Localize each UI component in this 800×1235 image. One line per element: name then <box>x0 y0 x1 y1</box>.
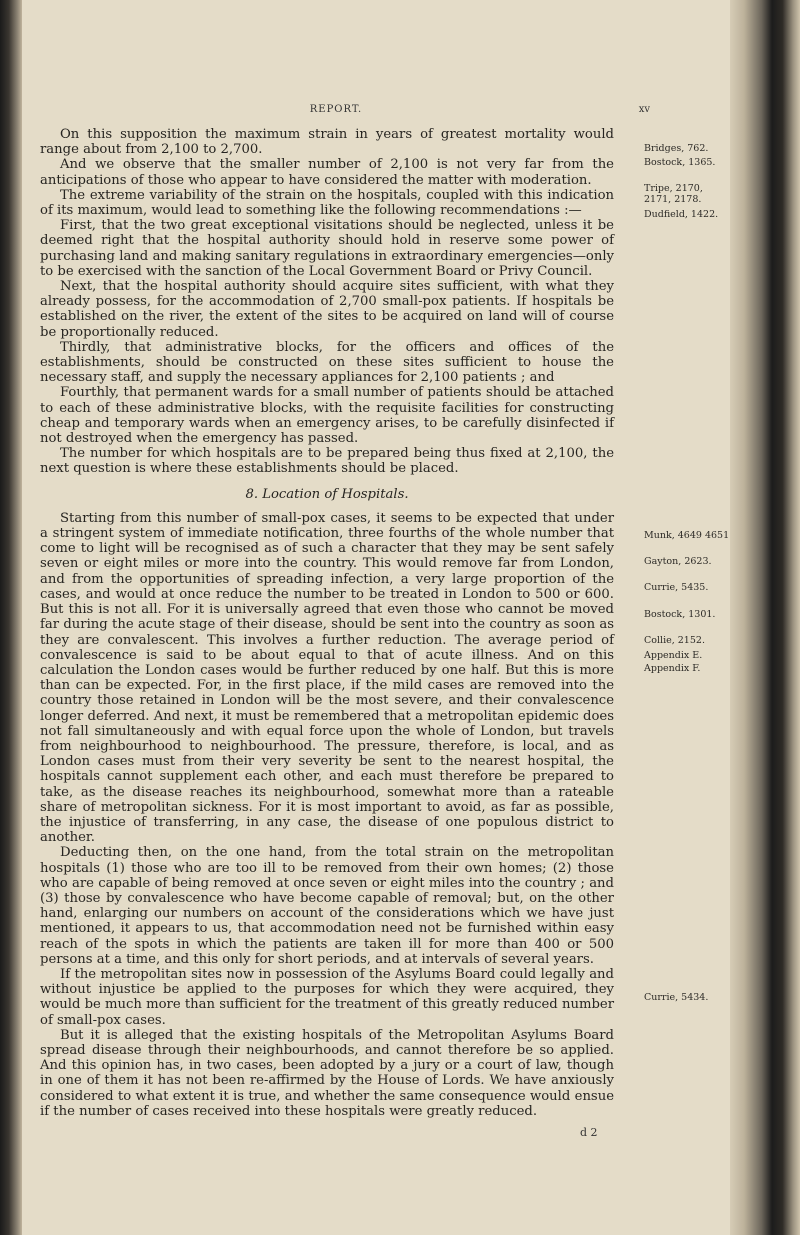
paragraph: If the metropolitan sites now in possession of the Asylums Board could legally and without injustice be applied to the purposes for which they were acquired, they would be much more than sufficient for the treatment of this greatly reduced number of small-pox cases. <box>40 966 614 1028</box>
paragraph: The number for which hospitals are to be prepared being thus fixed at 2,100, the next question is where these establishments should be placed. <box>40 446 614 477</box>
margin-note: Bostock, 1365. <box>644 157 716 168</box>
margin-note: Currie, 5435. <box>644 582 709 593</box>
paragraph: Starting from this number of small-pox cases, it seems to be expected that under a stringent system of immediate notification, three fourths of the whole number that come to light will be recognised as of such a character that they may be sent safely seven or eight miles or more into the country. This would remove far from London, and from the opportunities of spreading infection, a very large proportion of the cases, and would at once reduce the number to be treated in London to 500 or 600. But this is not all. For it is universally agreed that even those who cannot be moved far during the acute stage of their disease, should be sent into the country as soon as they are convalescent. This involves a further reduction. The average period of convalescence is said to be about equal to that of acute illness. And on this calculation the London cases would be further reduced by one half. But this is more than can be expected. For, in the first place, if the mild cases are removed into the country those retained in London will be the most severe, and their convalescence longer deferred. And next, it must be remembered that a metropolitan epidemic does not fall simultaneously and with equal force upon the whole of London, but travels from neighbourhood to neighbourhood. The pressure, therefore, is local, and as London cases must from their very severity be sent to the nearest hospital, the hospitals cannot supplement each other, and each must therefore be prepared to take, as the disease reaches its neighbourhood, somewhat more than a rateable share of metropolitan sickness. For it is most important to avoid, as far as possible, the injustice of transferring, in any case, the disease of one populous district to another. <box>40 510 614 846</box>
margin-note: Collie, 2152. <box>644 635 705 646</box>
page-number: xv <box>638 104 650 115</box>
paragraph: But it is alleged that the existing hospitals of the Metropolitan Asylums Board spread disease through their neighbourhoods, and cannot therefore be so applied. And this opinion has, in two cases, been adopted by a jury or a court of law, though in one of them it has not been re-affirmed by the House of Lords. We have anxiously considered to what extent it is true, and whether the same consequence would ensue if the number of cases received into these hospitals were greatly reduced. <box>40 1027 614 1119</box>
paragraph: Next, that the hospital authority should acquire sites sufficient, with what they already possess, for the accommodation of 2,700 small-pox patients. If hospitals be established on the river, the extent of the sites to be acquired on land will of course be proportionally reduced. <box>40 279 614 340</box>
margin-note: Appendix F. <box>644 663 701 674</box>
margin-note: Dudfield, 1422. <box>644 209 719 220</box>
margin-note: Tripe, 2170, 2171, 2178. <box>644 183 703 205</box>
paragraph: Fourthly, that permanent wards for a small number of patients should be attached to each of these administrative blocks, with the requisite facilities for constructing cheap and temporary wards when an emergency arises, to be carefully disinfected if not destroyed when the emergency has passed. <box>40 385 614 447</box>
signature-mark: d 2 <box>580 1126 598 1139</box>
paragraph: First, that the two great exceptional visitations should be neglected, unless it be deemed right that the hospital authority should hold in reserve some power of purchasing land and making sanitary regulations in extraordinary emergencies—only to be exercised with the sanction of the Local Government Board or Privy Council. <box>40 218 614 279</box>
paragraph: Deducting then, on the one hand, from the total strain on the metropolitan hospitals (1) those who are too ill to be removed from their own homes; (2) those who are capable of being removed at once seven or eight miles into the country ; and (3) those by convalescence who have become capable of removal; but, on the other hand, enlarging our numbers on account of the considerations which we have just mentioned, it appears to us, that accommodation need not be furnished within easy reach of the spots in which the patients are taken ill for more than 400 or 500 persons at a time, and this only for short periods, and at intervals of several years. <box>40 845 614 967</box>
scan-left-edge <box>0 0 22 1235</box>
paragraph: Thirdly, that administrative blocks, for the officers and offices of the establishments, should be constructed on these sites sufficient to house the necessary staff, and supply the necessary appliances for 2,100 patients ; and <box>40 339 614 386</box>
section-heading: 8. Location of Hospitals. <box>245 486 409 502</box>
margin-note: Appendix E. <box>644 650 703 661</box>
margin-note: Munk, 4649 4651 <box>644 530 730 541</box>
body-text <box>40 127 614 1119</box>
margin-note: Bridges, 762. <box>644 143 709 154</box>
scan-right-edge <box>730 0 800 1235</box>
margin-note: Bostock, 1301. <box>644 609 716 620</box>
margin-note: Currie, 5434. <box>644 992 709 1003</box>
running-title: REPORT. <box>309 104 363 115</box>
paragraph: And we observe that the smaller number of 2,100 is not very far from the anticipations of those who appear to have considered the matter with moderation. <box>40 157 614 188</box>
page-header <box>22 104 650 120</box>
margin-note: Gayton, 2623. <box>644 556 712 567</box>
paragraph: The extreme variability of the strain on the hospitals, coupled with this indication of its maximum, would lead to something like the following recommendations :— <box>40 187 614 219</box>
paragraph: On this supposition the maximum strain in years of greatest mortality would range about from 2,100 to 2,700. <box>40 127 614 158</box>
